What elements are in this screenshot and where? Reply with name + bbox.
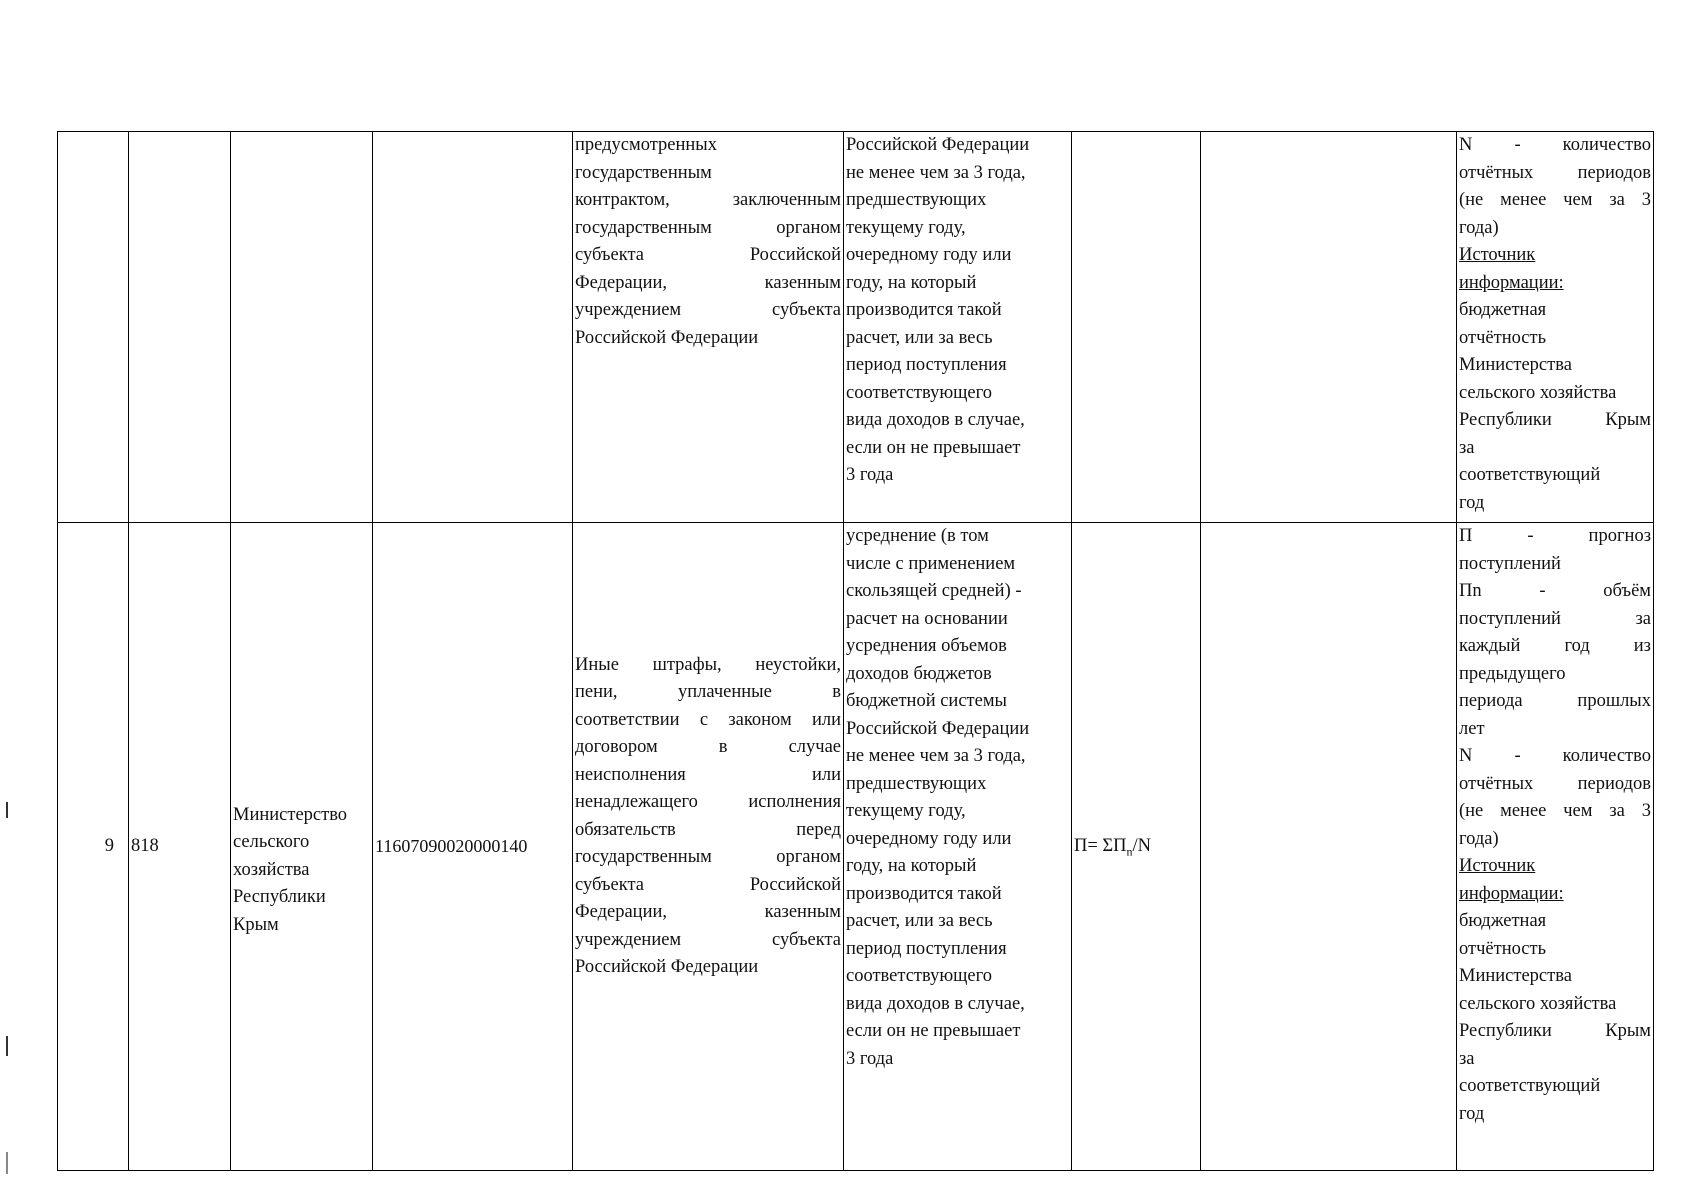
cell-formula	[1072, 132, 1201, 523]
text-line: соответствии с законом или	[575, 709, 841, 730]
text-line: каждый год из	[1459, 636, 1651, 656]
text-line: пени, уплаченные в	[575, 682, 841, 702]
text-line: П - прогноз	[1459, 526, 1651, 546]
text-line: Министерства	[1459, 966, 1572, 986]
text-line: Федерации, казенным	[575, 902, 841, 922]
text-line: Федерации, казенным	[575, 272, 841, 293]
text-line: поступлений	[1459, 553, 1561, 574]
text-line: Республики Крым	[1459, 410, 1651, 430]
cell-admin-code: 818	[129, 523, 231, 1171]
text-line: числе с применением	[846, 553, 1016, 574]
table-row	[58, 523, 1654, 1171]
cell-method	[844, 523, 1072, 1171]
text-line: 3 года	[846, 1048, 894, 1069]
text-line: N - количество	[1459, 746, 1651, 766]
text-line: вида доходов в случае,	[846, 993, 1025, 1014]
text-line: доходов бюджетов	[846, 663, 992, 684]
text-line: государственным	[575, 162, 712, 183]
text-line: года)	[1459, 828, 1499, 849]
text-line: усреднение (в том	[846, 526, 989, 546]
text-line: текущему году,	[846, 217, 966, 238]
text-line: очередному году или	[846, 245, 1012, 265]
cell-algorithm	[1201, 523, 1457, 1171]
text-line: отчётность	[1459, 327, 1547, 348]
text-line: текущему году,	[846, 801, 966, 821]
text-line: Министерство	[233, 804, 348, 825]
text-line: предыдущего	[1459, 663, 1566, 684]
text-line: расчет, или за весь	[846, 911, 993, 931]
text-line: Источник	[1459, 245, 1536, 265]
text-line: информации:	[1459, 883, 1564, 904]
table-row	[58, 132, 1654, 523]
text-line: сельского хозяйства	[1459, 993, 1617, 1014]
cell-algorithm	[1201, 132, 1457, 523]
text-line: год	[1459, 492, 1485, 513]
cell-kbk: 11607090020000140	[373, 523, 573, 1171]
text-line: не менее чем за 3 года,	[846, 162, 1026, 183]
cell-formula	[1072, 523, 1201, 1171]
text-line: соответствующий	[1459, 1076, 1601, 1096]
text-line: контрактом, заключенным	[575, 190, 841, 210]
text-line: Российской Федерации	[846, 718, 1030, 739]
text-line: Крым	[233, 914, 279, 935]
text-line: если он не превышает	[846, 1021, 1021, 1041]
text-line: учреждением субъекта	[575, 929, 841, 950]
text-line: отчётных периодов	[1459, 162, 1651, 183]
cell-admin-code	[129, 132, 231, 523]
text-line: предшествующих	[846, 190, 987, 210]
text-line: скользящей средней) -	[846, 581, 1022, 601]
text-line: год	[1459, 1103, 1485, 1124]
cell-number	[58, 132, 129, 523]
text-line: период поступления	[846, 355, 1007, 375]
text-line: усреднения объемов	[846, 636, 1007, 656]
formula-text: $П= \Sigma П_n/N$	[1074, 835, 1152, 859]
text-line: хозяйства	[233, 859, 310, 880]
scan-mark	[6, 1152, 8, 1174]
text-line: бюджетной системы	[846, 691, 1007, 711]
text-line: Республики	[233, 887, 326, 908]
text-line: расчет на основании	[846, 608, 1008, 629]
text-line: соответствующий	[1459, 465, 1601, 485]
text-line: за	[1459, 1048, 1475, 1069]
cell-notes	[1457, 523, 1654, 1171]
cell-administrator	[231, 132, 373, 523]
text-line: периода прошлых	[1459, 691, 1651, 711]
text-line: Источник	[1459, 856, 1536, 876]
text-line: Российской Федерации	[575, 327, 759, 348]
text-line: году, на который	[846, 856, 977, 876]
text-line: лет	[1459, 718, 1485, 739]
text-line: государственным органом	[575, 847, 841, 867]
text-line: государственным органом	[575, 217, 841, 238]
text-line: 3 года	[846, 465, 894, 485]
text-line: соответствующего	[846, 382, 993, 403]
text-line: года)	[1459, 217, 1499, 238]
text-line: расчет, или за весь	[846, 327, 993, 348]
text-line: договором в случае	[575, 737, 841, 757]
text-line: бюджетная	[1459, 911, 1547, 931]
text-line: учреждением субъекта	[575, 300, 841, 320]
text-line: информации:	[1459, 272, 1564, 293]
text-line: вида доходов в случае,	[846, 410, 1025, 430]
cell-kbk	[373, 132, 573, 523]
scan-mark	[6, 802, 8, 818]
text-line: ненадлежащего исполнения	[575, 792, 841, 812]
text-line: Пn - объём	[1459, 581, 1651, 601]
text-line: обязательств перед	[575, 819, 841, 840]
text-line: производится такой	[846, 883, 1002, 904]
text-line: если он не превышает	[846, 437, 1021, 458]
text-line: сельского хозяйства	[1459, 382, 1617, 403]
text-line: Республики Крым	[1459, 1021, 1651, 1041]
cell-notes	[1457, 132, 1654, 523]
cell-revenue-name	[573, 523, 844, 1171]
cell-administrator	[231, 523, 373, 1171]
text-line: Российской Федерации	[846, 135, 1030, 155]
text-line: соответствующего	[846, 966, 993, 986]
cell-number: 9	[58, 523, 129, 1171]
text-line: (не менее чем за 3	[1459, 801, 1651, 821]
text-line: предшествующих	[846, 773, 987, 794]
text-line: (не менее чем за 3	[1459, 190, 1651, 210]
text-line: производится такой	[846, 300, 1002, 320]
scan-mark	[6, 1036, 8, 1056]
revenue-forecast-table	[57, 131, 1654, 1171]
text-line: за	[1459, 437, 1475, 458]
text-line: Иные штрафы, неустойки,	[575, 654, 841, 675]
text-line: отчётных периодов	[1459, 773, 1651, 794]
text-line: году, на который	[846, 272, 977, 293]
cell-method	[844, 132, 1072, 523]
text-line: сельского	[233, 832, 310, 853]
text-line: бюджетная	[1459, 300, 1547, 320]
text-line: предусмотренных	[575, 135, 717, 155]
text-line: N - количество	[1459, 135, 1651, 155]
text-line: поступлений за	[1459, 608, 1651, 629]
text-line: очередному году или	[846, 828, 1012, 849]
text-line: Российской Федерации	[575, 957, 759, 977]
text-line: субъекта Российской	[575, 874, 841, 895]
text-line: отчётность	[1459, 938, 1547, 959]
text-line: период поступления	[846, 938, 1007, 959]
cell-revenue-name	[573, 132, 844, 523]
text-line: субъекта Российской	[575, 245, 841, 265]
text-line: неисполнения или	[575, 764, 841, 785]
text-line: не менее чем за 3 года,	[846, 746, 1026, 766]
text-line: Министерства	[1459, 355, 1572, 375]
